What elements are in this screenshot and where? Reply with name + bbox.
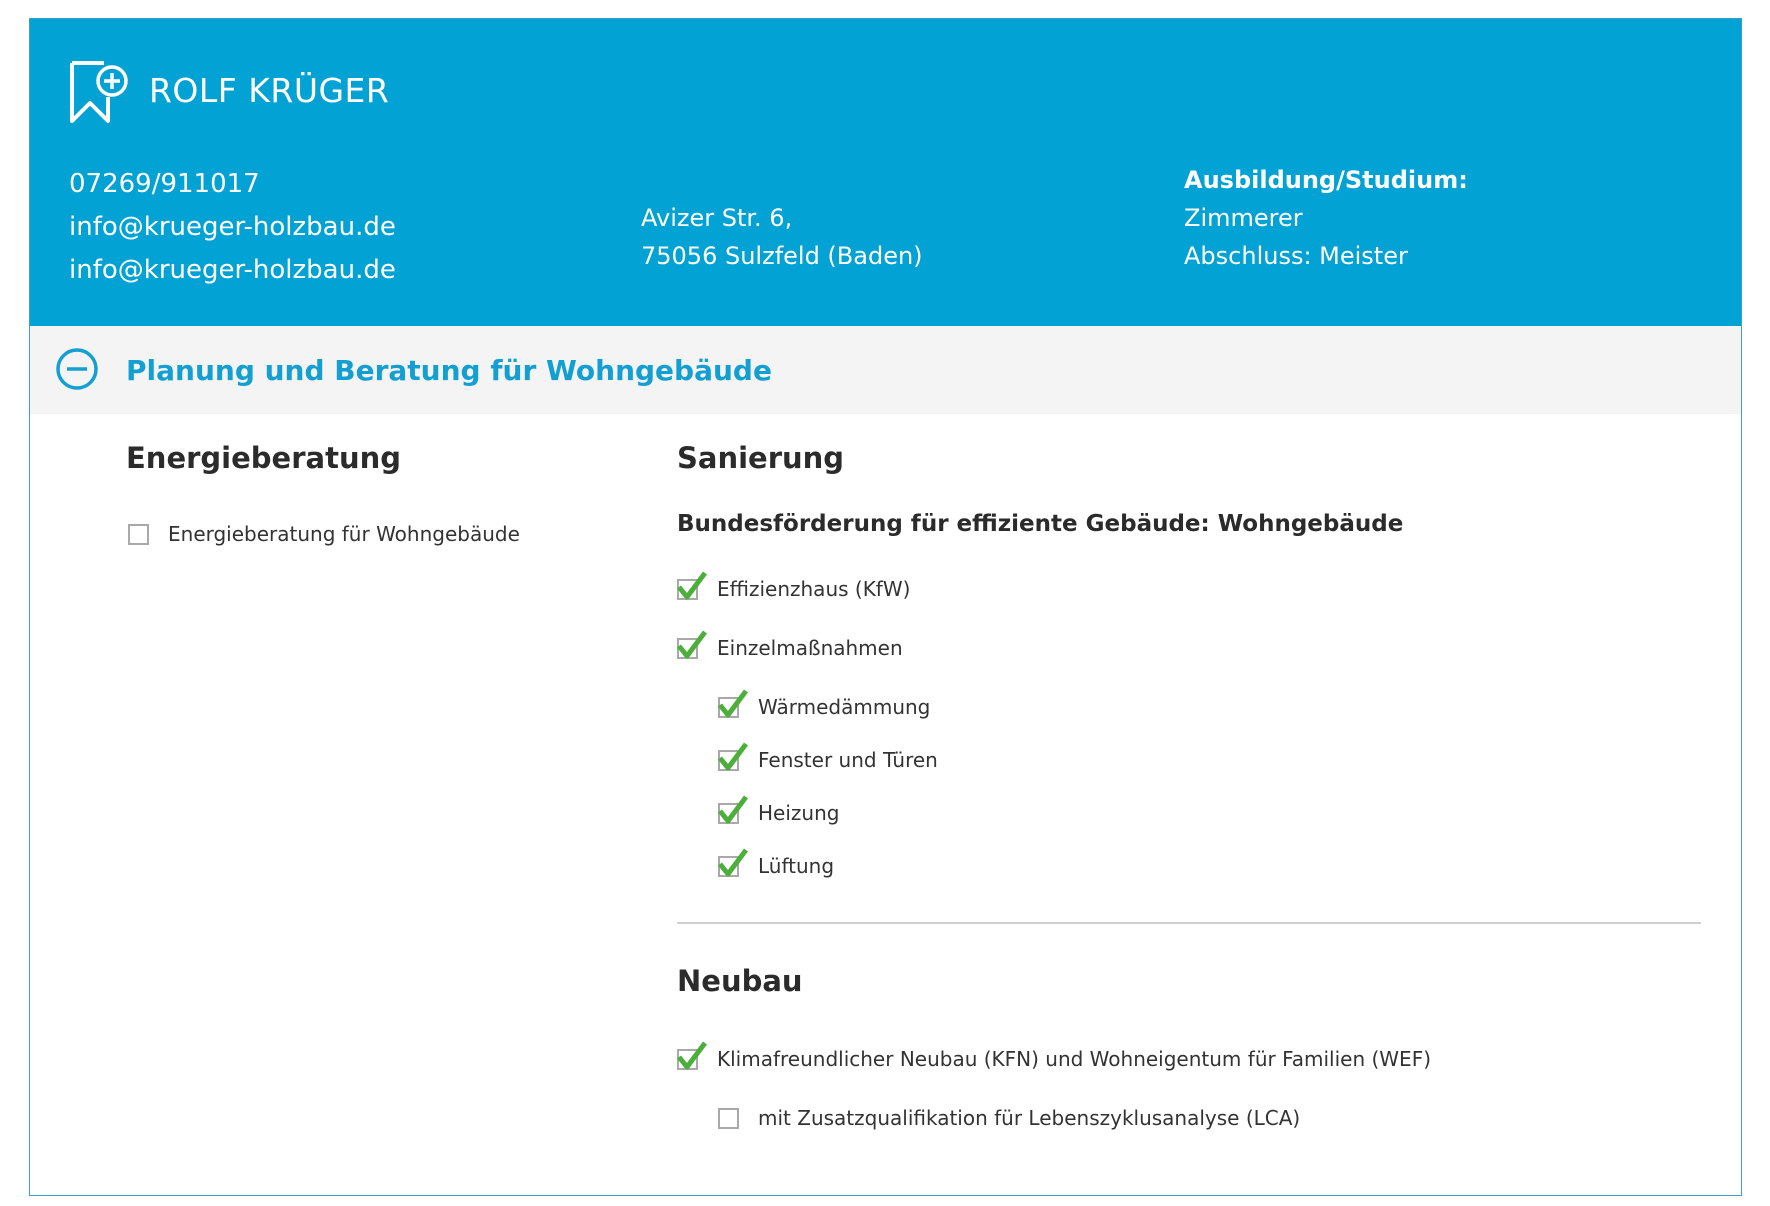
education-heading: Ausbildung/Studium: xyxy=(1184,166,1468,194)
checkbox-label: Einzelmaßnahmen xyxy=(717,636,903,660)
email-link-secondary[interactable]: info@krueger-holzbau.de xyxy=(69,255,396,285)
checkmark-icon xyxy=(714,738,752,776)
bookmark-plus-icon xyxy=(68,59,130,125)
newbuild-heading: Neubau xyxy=(677,964,803,998)
address-street: Avizer Str. 6, xyxy=(641,204,793,232)
company-name: ROLF KRÜGER xyxy=(149,71,390,110)
checkbox-label: Klimafreundlicher Neubau (KFN) und Wohneigentum für Familien (WEF) xyxy=(717,1047,1432,1071)
checkmark-icon xyxy=(714,685,752,723)
checkbox-label: Heizung xyxy=(758,801,840,825)
education-block xyxy=(1184,161,1468,275)
email-link[interactable]: info@krueger-holzbau.de xyxy=(69,212,396,242)
energy-heading: Energieberatung xyxy=(126,441,402,475)
checkbox-label: mit Zusatzqualifikation für Lebenszyklusanalyse (LCA) xyxy=(758,1106,1301,1130)
renovation-subheading: Bundesförderung für effiziente Gebäude: Wohngebäude xyxy=(677,511,1404,537)
checkbox-unchecked[interactable] xyxy=(718,1108,739,1129)
education-degree: Abschluss: Meister xyxy=(1184,242,1408,270)
section-title[interactable]: Planung und Beratung für Wohngebäude xyxy=(126,354,772,387)
phone-number[interactable]: 07269/911017 xyxy=(69,169,260,199)
checkmark-icon xyxy=(673,626,711,664)
checkmark-icon xyxy=(714,844,752,882)
checkbox-label: Wärmedämmung xyxy=(758,695,931,719)
divider xyxy=(677,922,1701,924)
checkbox-label: Lüftung xyxy=(758,854,835,878)
address-city: 75056 Sulzfeld (Baden) xyxy=(641,242,923,270)
profile-card xyxy=(29,18,1742,1196)
contact-block xyxy=(69,163,396,292)
renovation-heading: Sanierung xyxy=(677,441,845,475)
checkmark-icon xyxy=(714,791,752,829)
checkbox-label: Effizienzhaus (KfW) xyxy=(717,577,911,601)
checkbox-unchecked[interactable] xyxy=(128,524,149,545)
address-block xyxy=(641,199,923,275)
checkbox-label: Energieberatung für Wohngebäude xyxy=(168,522,520,546)
checkmark-icon xyxy=(673,1037,711,1075)
profile-header xyxy=(30,19,1741,326)
section-header[interactable] xyxy=(30,326,1741,414)
education-trade: Zimmerer xyxy=(1184,204,1303,232)
minus-circle-icon[interactable] xyxy=(54,346,100,392)
checkmark-icon xyxy=(673,567,711,605)
checkbox-label: Fenster und Türen xyxy=(758,748,938,772)
